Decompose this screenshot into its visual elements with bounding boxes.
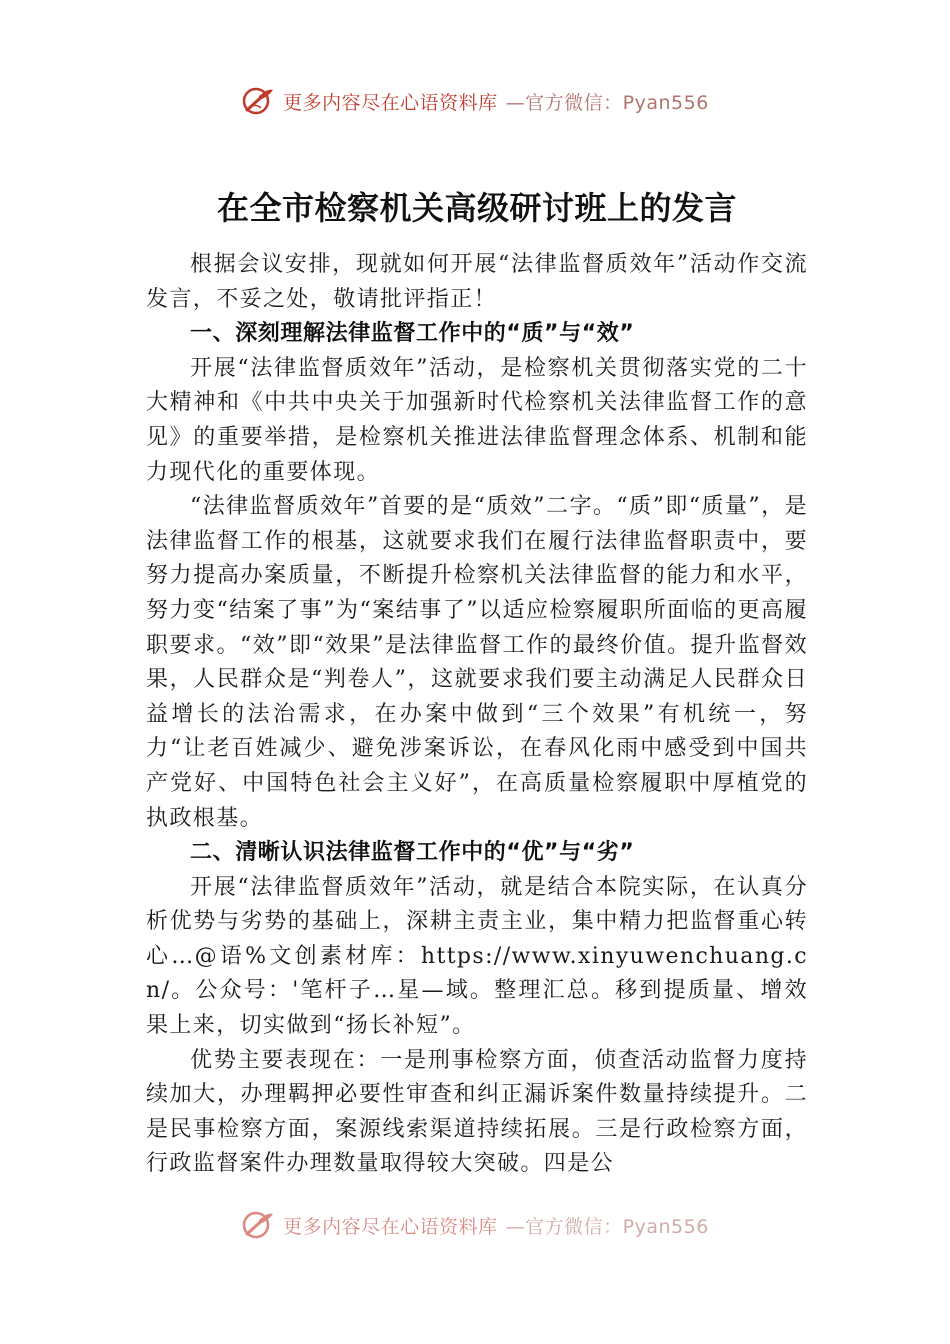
document-page [146, 182, 808, 1278]
intro-paragraph: 根据会议安排，现就如何开展“法律监督质效年”活动作交流发言，不妥之处，敬请批评指正！ [146, 252, 808, 312]
watermark-contact: —官方微信：Pyan556 [505, 1215, 709, 1238]
quill-logo-icon [241, 86, 275, 116]
body-paragraph: “法律监督质效年”首要的是“质效”二字。“质”即“质量”，是法律监督工作的根基，这就要求我们在履行法律监督职责中，要努力提高办案质量，不断提升检察机关法律监督的能力和水平，努力变“结案了事”为“案结事了”以适应检察履职所面临的更高履职要求。“效”即“效果”是法律监督工作的最终价值。提升监督效果，人民群众是“判卷人”，这就要求我们要主动满足人民群众日益增长的法治需求，在办案中做到“三个效果”有机统一，努力“让老百姓减少、避免涉案诉讼，在春风化雨中感受到中国共产党好、中国特色社会主义好”，在高质量检察履职中厚植党的执政根基。 [146, 494, 808, 831]
body-paragraph: 开展“法律监督质效年”活动，就是结合本院实际，在认真分析优势与劣势的基础上，深耕主责主业，集中精力把监督重心转心…@语%文创素材库：https://www.xinyuwenchuang.cn/。公众号：'笔杆子…星—域。整理汇总。移到提质量、增效果上来，切实做到“扬长补短”。 [146, 874, 808, 1039]
watermark-contact: —官方微信：Pyan556 [505, 91, 709, 114]
document-title: 在全市检察机关高级研讨班上的发言 [216, 189, 737, 227]
section-heading-2: 二、清晰认识法律监督工作中的“优”与“劣” [190, 840, 635, 866]
watermark-brand: 更多内容尽在心语资料库 [283, 91, 498, 114]
watermark-header [0, 86, 950, 116]
section-heading-1: 一、深刻理解法律监督工作中的“质”与“效” [190, 321, 635, 347]
quill-logo-icon [241, 1210, 275, 1240]
watermark-brand: 更多内容尽在心语资料库 [283, 1215, 498, 1238]
watermark-footer [0, 1210, 950, 1240]
body-paragraph: 开展“法律监督质效年”活动，是检察机关贯彻落实党的二十大精神和《中共中央关于加强新时代检察机关法律监督工作的意见》的重要举措，是检察机关推进法律监督理念体系、机制和能力现代化的重要体现。 [146, 355, 808, 485]
document-body [146, 248, 808, 1278]
body-paragraph: 优势主要表现在：一是刑事检察方面，侦查活动监督力度持续加大，办理羁押必要性审查和纠正漏诉案件数量持续提升。二是民事检察方面，案源线索渠道持续拓展。三是行政检察方面，行政监督案件办理数量取得较大突破。四是公 [146, 1047, 808, 1177]
